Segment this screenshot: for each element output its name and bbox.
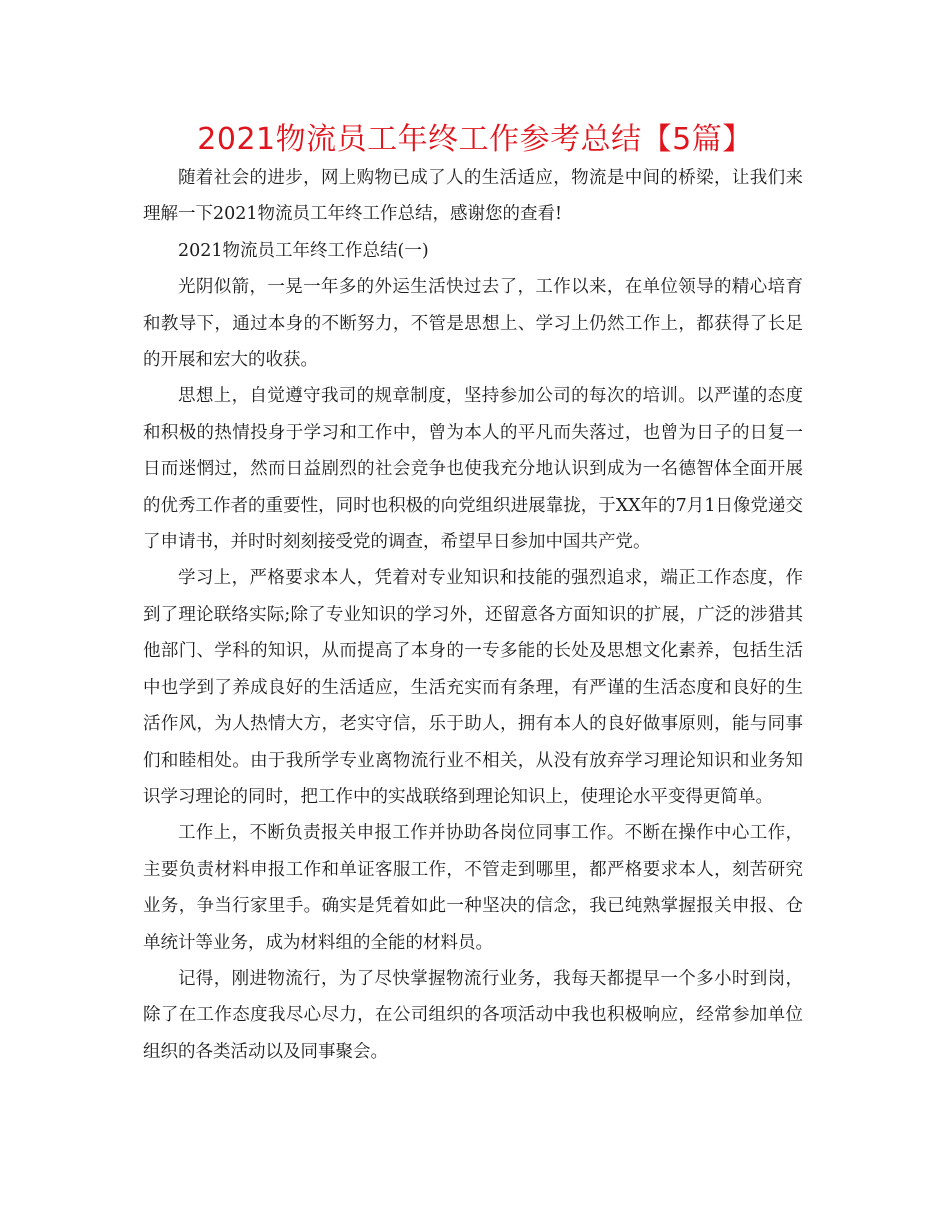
body-paragraph: 工作上，不断负责报关申报工作并协助各岗位同事工作。不断在操作中心工作，主要负责材料申报工作和单证客服工作，不管走到哪里，都严格要求本人，刻苦研究业务，争当行家里手。确实是凭着如此一种坚决的信念，我已纯熟掌握报关申报、仓单统计等业务，成为材料组的全能的材料员。 bbox=[143, 823, 803, 953]
body-paragraph: 记得，刚进物流行，为了尽快掌握物流行业务，我每天都提早一个多小时到岗，除了在工作态度我尽心尽力，在公司组织的各项活动中我也积极响应，经常参加单位组织的各类活动以及同事聚会。 bbox=[143, 968, 803, 1062]
document-body bbox=[143, 160, 803, 1070]
body-paragraph: 学习上，严格要求本人，凭着对专业知识和技能的强烈追求，端正工作态度，作到了理论联络实际;除了专业知识的学习外，还留意各方面知识的扩展，广泛的涉猎其他部门、学科的知识，从而提高了本身的一专多能的长处及思想文化素养，包括生活中也学到了养成良好的生活适应，生活充实而有条理，有严谨的生活态度和良好的生活作风，为人热情大方，老实守信，乐于助人，拥有本人的良好做事原则，能与同事们和睦相处。由于我所学专业离物流行业不相关，从没有放弃学习理论知识和业务知识学习理论的同时，把工作中的实战联络到理论知识上，使理论水平变得更简单。 bbox=[143, 568, 803, 807]
body-paragraph: 思想上，自觉遵守我司的规章制度，坚持参加公司的每次的培训。以严谨的态度和积极的热情投身于学习和工作中，曾为本人的平凡而失落过，也曾为日子的日复一日而迷惘过，然而日益剧烈的社会竞争也使我充分地认识到成为一名德智体全面开展的优秀工作者的重要性，同时也积极的向党组织进展靠拢，于XX年的7月1日像党递交了申请书，并时时刻刻接受党的调查，希望早日参加中国共产党。 bbox=[143, 386, 803, 553]
body-paragraph: 光阴似箭，一晃一年多的外运生活快过去了，工作以来，在单位领导的精心培育和教导下，通过本身的不断努力，不管是思想上、学习上仍然工作上，都获得了长足的开展和宏大的收获。 bbox=[143, 277, 803, 371]
document-title: 2021物流员工年终工作参考总结【5篇】 bbox=[197, 122, 753, 157]
intro-paragraph: 随着社会的进步，网上购物已成了人的生活适应，物流是中间的桥梁，让我们来理解一下2021物流员工年终工作总结，感谢您的查看! bbox=[143, 168, 803, 225]
section-heading: 2021物流员工年终工作总结(一) bbox=[178, 240, 429, 261]
